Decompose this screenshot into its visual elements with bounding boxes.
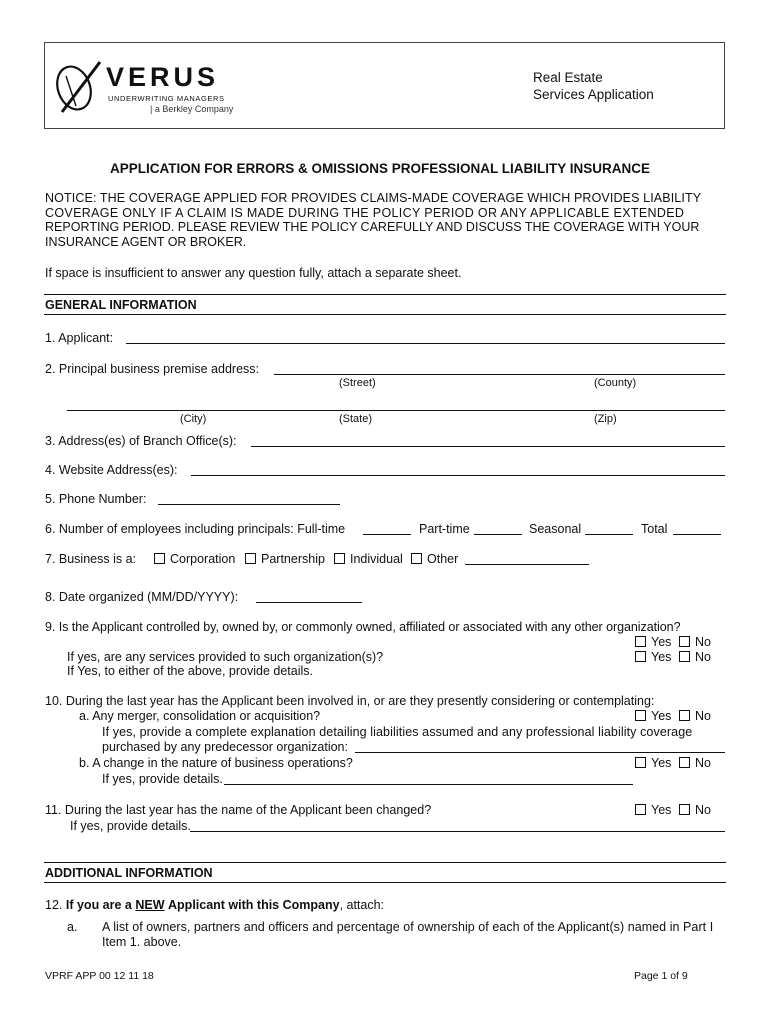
q10a-yes-checkbox[interactable] [635,710,646,721]
individual-label: Individual [350,552,403,566]
q11-no-label: No [695,803,711,817]
q11-detail-label: If yes, provide details. [70,819,191,833]
zip-caption: (Zip) [594,413,617,425]
q10b-yes-label: Yes [651,756,672,770]
other-checkbox[interactable] [411,553,422,564]
q10a-detail-1: If yes, provide a complete explanation detailing liabilities assumed and any professional liability coverage [102,725,693,739]
q9-no-option[interactable] [679,635,711,649]
partnership-option[interactable] [245,552,325,566]
q7-label: 7. Business is a: [45,552,137,566]
website-field[interactable] [191,475,725,476]
state-caption: (State) [339,413,373,425]
q1-label: 1. Applicant: [45,331,114,345]
partnership-label: Partnership [261,552,325,566]
partnership-checkbox[interactable] [245,553,256,564]
q11-no-checkbox[interactable] [679,804,690,815]
q5-label: 5. Phone Number: [45,492,147,506]
q10a-yes-option[interactable] [635,709,671,723]
q9-yes-checkbox[interactable] [635,636,646,647]
q10a-details-field[interactable] [355,752,725,753]
q10a-yes-label: Yes [651,709,672,723]
q12-number: 12. [45,898,63,912]
fulltime-field[interactable] [363,534,411,535]
individual-option[interactable] [334,552,403,566]
q9a-no-option[interactable] [679,650,711,664]
q11-yes-label: Yes [651,803,672,817]
verus-logo [54,56,244,120]
q3-label: 3. Address(es) of Branch Office(s): [45,434,237,448]
q12a-line-2: Item 1. above. [102,935,182,949]
q10b-no-label: No [695,756,711,770]
corporation-checkbox[interactable] [154,553,165,564]
q10-label: 10. During the last year has the Applicant been involved in, or are they presently considering or contemplating: [45,694,655,708]
city-state-zip-field[interactable] [67,410,725,411]
q11-label: 11. During the last year has the name of the Applicant been changed? [45,803,432,817]
header-title-line2: Services Application [533,87,654,102]
q9-label: 9. Is the Applicant controlled by, owned by, or commonly owned, affiliated or associated with any other organization? [45,620,681,634]
q11-yes-checkbox[interactable] [635,804,646,815]
q12-bold-b: Applicant with this Company [168,898,340,912]
q9a-yes-label: Yes [651,650,672,664]
verus-logo-mark-icon [54,56,106,118]
logo-tagline: | a Berkley Company [150,104,234,114]
q10b-detail-label: If yes, provide details. [102,772,223,786]
q10b-no-checkbox[interactable] [679,757,690,768]
q10b-yes-option[interactable] [635,756,671,770]
q10b-no-option[interactable] [679,756,711,770]
q12a-line-1: A list of owners, partners and officers and percentage of ownership of each of the Applicant(s) named in Part I [102,920,714,934]
section2-rule-bottom [44,882,726,883]
q11-no-option[interactable] [679,803,711,817]
notice-line-3: REPORTING PERIOD. PLEASE REVIEW THE POLICY CAREFULLY AND DISCUSS THE COVERAGE WITH YOUR [45,220,700,234]
q6-label: 6. Number of employees including principals: Full-time [45,522,346,536]
other-option[interactable] [411,552,458,566]
q9b-label: If Yes, to either of the above, provide details. [67,664,313,678]
q9a-yes-checkbox[interactable] [635,651,646,662]
q12-bold-a: If you are a [65,898,132,912]
q9-yes-option[interactable] [635,635,671,649]
section2-rule-top [44,862,726,863]
q6-parttime-label: Part-time [419,522,470,536]
q9a-label: If yes, are any services provided to such organization(s)? [67,650,384,664]
total-field[interactable] [673,534,721,535]
q10a-no-checkbox[interactable] [679,710,690,721]
q12a-number: a. [67,920,78,934]
footer-page-number: Page 1 of 9 [634,970,688,982]
q9-yes-label: Yes [651,635,672,649]
street-county-field[interactable] [274,374,725,375]
city-caption: (City) [180,413,207,425]
q11-yes-option[interactable] [635,803,671,817]
q10b-yes-checkbox[interactable] [635,757,646,768]
corporation-option[interactable] [154,552,235,566]
header-title-line1: Real Estate [533,70,603,85]
notice-line-2: COVERAGE ONLY IF A CLAIM IS MADE DURING THE POLICY PERIOD OR ANY APPLICABLE EXTENDED [45,206,685,220]
phone-field[interactable] [158,504,340,505]
q9-no-label: No [695,635,711,649]
notice-line-4: INSURANCE AGENT OR BROKER. [45,235,247,249]
section-rule-top [44,294,726,295]
q10b-details-field[interactable] [224,784,633,785]
q9-no-checkbox[interactable] [679,636,690,647]
q4-label: 4. Website Address(es): [45,463,178,477]
q8-label: 8. Date organized (MM/DD/YYYY): [45,590,239,604]
other-label: Other [427,552,459,566]
q9a-no-checkbox[interactable] [679,651,690,662]
street-caption: (Street) [339,377,376,389]
q10b-label: b. A change in the nature of business operations? [79,756,353,770]
county-caption: (County) [594,377,637,389]
corporation-label: Corporation [170,552,236,566]
q9a-no-label: No [695,650,711,664]
q12-rest: , attach: [339,898,385,912]
space-note: If space is insufficient to answer any question fully, attach a separate sheet. [45,266,462,280]
q9a-yes-option[interactable] [635,650,671,664]
q10a-detail-2: purchased by any predecessor organization: [102,740,348,754]
q6-seasonal-label: Seasonal [529,522,582,536]
date-organized-field[interactable] [256,602,362,603]
q2-label: 2. Principal business premise address: [45,362,259,376]
page-title: APPLICATION FOR ERRORS & OMISSIONS PROFESSIONAL LIABILITY INSURANCE [110,161,651,176]
section-general-heading: GENERAL INFORMATION [45,298,197,312]
q10a-label: a. Any merger, consolidation or acquisition? [79,709,321,723]
q12-label [45,898,384,912]
notice-line-1: NOTICE: THE COVERAGE APPLIED FOR PROVIDES CLAIMS-MADE COVERAGE WHICH PROVIDES LIABILITY [45,191,702,205]
q11-details-field[interactable] [190,831,725,832]
q6-total-label: Total [641,522,668,536]
q10a-no-option[interactable] [679,709,711,723]
logo-subtitle: UNDERWRITING MANAGERS [108,94,225,103]
applicant-field[interactable] [126,343,725,344]
section-additional-heading: ADDITIONAL INFORMATION [45,866,213,880]
branch-office-field[interactable] [251,446,725,447]
other-field[interactable] [465,564,589,565]
parttime-field[interactable] [474,534,522,535]
seasonal-field[interactable] [585,534,633,535]
q10a-no-label: No [695,709,711,723]
footer-code: VPRF APP 00 12 11 18 [45,970,154,982]
q12-new: NEW [135,898,165,912]
individual-checkbox[interactable] [334,553,345,564]
logo-name: VERUS [106,62,220,92]
section-rule-bottom [44,314,726,315]
